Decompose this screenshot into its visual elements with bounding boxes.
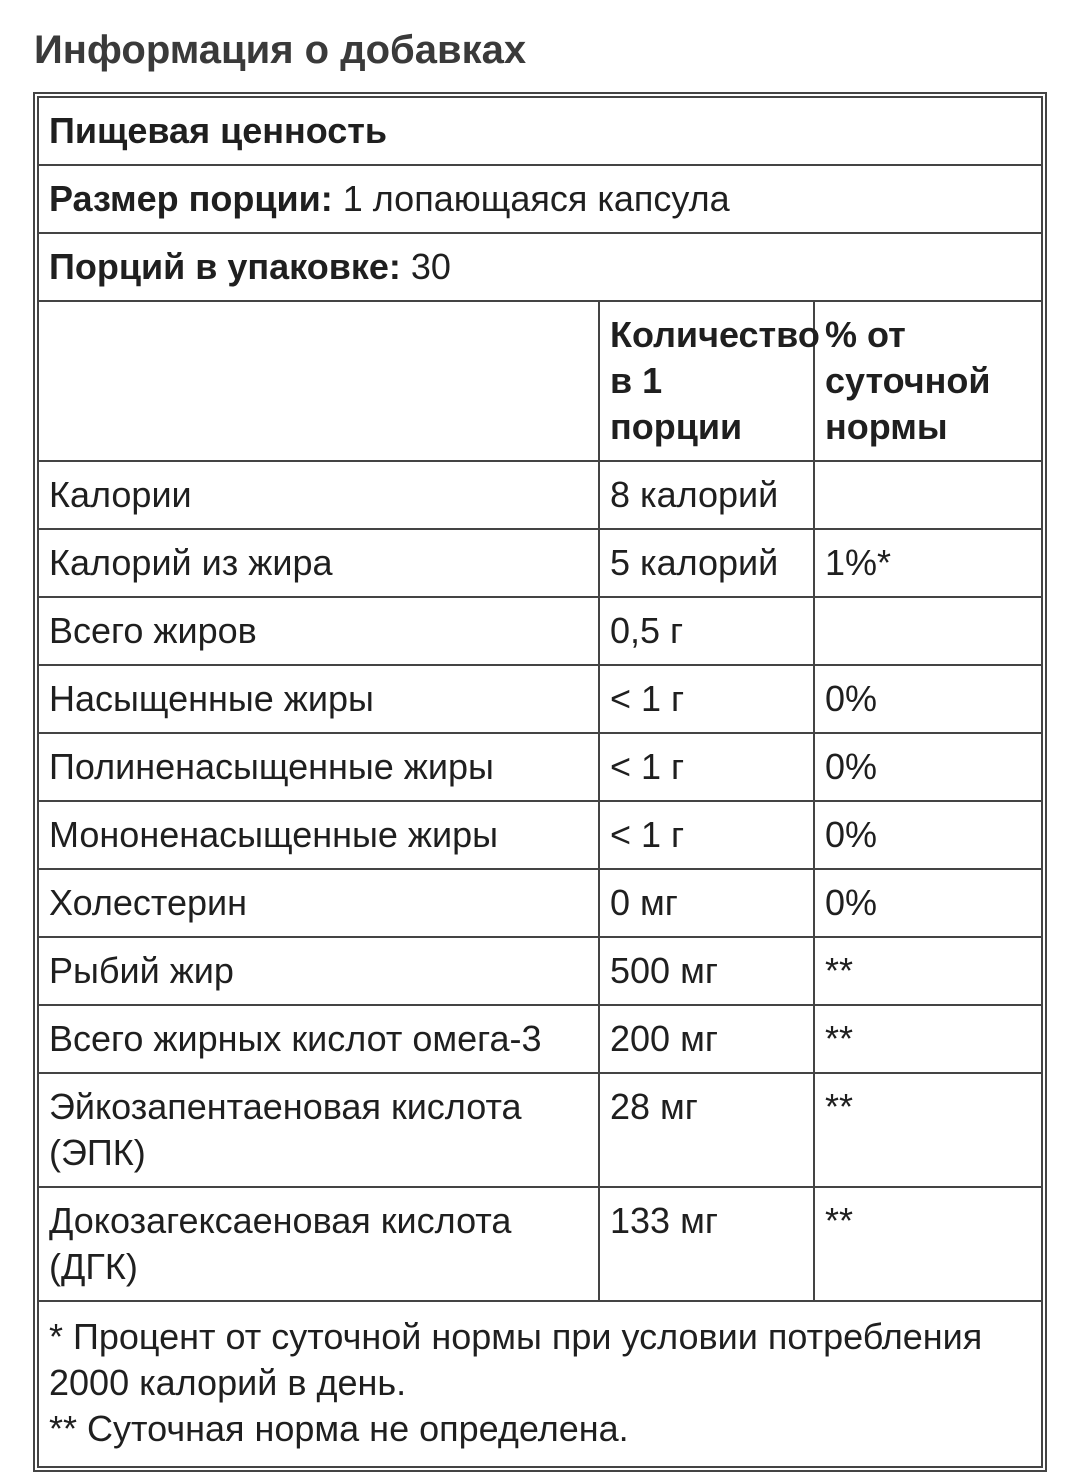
- nutrient-name: Эйкозапентаеновая кислота (ЭПК): [38, 1073, 599, 1187]
- nutrient-daily-value: 1%*: [814, 529, 1042, 597]
- nutrient-daily-value: 0%: [814, 665, 1042, 733]
- nutrient-name: Калории: [38, 461, 599, 529]
- table-row: [38, 733, 1042, 801]
- table-row: [38, 597, 1042, 665]
- table-row: [38, 1005, 1042, 1073]
- nutrient-amount: 0,5 г: [599, 597, 814, 665]
- table-row: [38, 1073, 1042, 1187]
- table-row: [38, 937, 1042, 1005]
- servings-per-container-row: [38, 233, 1042, 301]
- nutrient-daily-value: **: [814, 1187, 1042, 1301]
- nutrient-name: Полиненасыщенные жиры: [38, 733, 599, 801]
- nutrient-daily-value: [814, 597, 1042, 665]
- nutrient-amount: < 1 г: [599, 665, 814, 733]
- nutrient-name: Рыбий жир: [38, 937, 599, 1005]
- column-header-row: [38, 301, 1042, 461]
- nutrient-daily-value: [814, 461, 1042, 529]
- nutrient-amount: 28 мг: [599, 1073, 814, 1187]
- facts-title: Пищевая ценность: [38, 97, 1042, 165]
- serving-size-label: Размер порции:: [49, 178, 333, 219]
- nutrient-daily-value: 0%: [814, 869, 1042, 937]
- footnotes-row: [38, 1301, 1042, 1467]
- header-daily-value: % от суточной нормы: [814, 301, 1042, 461]
- table-row: [38, 1187, 1042, 1301]
- serving-size-value: 1 лопающаяся капсула: [332, 178, 730, 219]
- nutrient-name: Калорий из жира: [38, 529, 599, 597]
- facts-title-row: [38, 97, 1042, 165]
- nutrient-amount: 0 мг: [599, 869, 814, 937]
- nutrient-amount: 500 мг: [599, 937, 814, 1005]
- nutrient-amount: < 1 г: [599, 733, 814, 801]
- nutrient-daily-value: **: [814, 1073, 1042, 1187]
- table-row: [38, 869, 1042, 937]
- servings-per-container-label: Порций в упаковке:: [49, 246, 401, 287]
- table-row: [38, 461, 1042, 529]
- table-row: [38, 801, 1042, 869]
- table-row: [38, 529, 1042, 597]
- nutrient-name: Холестерин: [38, 869, 599, 937]
- nutrient-daily-value: **: [814, 937, 1042, 1005]
- nutrient-amount: 8 калорий: [599, 461, 814, 529]
- nutrient-amount: 200 мг: [599, 1005, 814, 1073]
- supplement-facts-panel: [33, 92, 1047, 1472]
- page-title: Информация о добавках: [34, 28, 527, 72]
- nutrient-amount: 5 калорий: [599, 529, 814, 597]
- supplement-facts-table: [37, 96, 1043, 1468]
- nutrient-daily-value: 0%: [814, 733, 1042, 801]
- nutrient-name: Всего жиров: [38, 597, 599, 665]
- footnote-not-established: ** Суточная норма не определена.: [49, 1408, 629, 1449]
- nutrient-name: Насыщенные жиры: [38, 665, 599, 733]
- nutrient-daily-value: 0%: [814, 801, 1042, 869]
- nutrient-daily-value: **: [814, 1005, 1042, 1073]
- header-amount: Количество в 1 порции: [599, 301, 814, 461]
- footnote-daily-value: * Процент от суточной нормы при условии потребления 2000 калорий в день.: [49, 1316, 983, 1403]
- serving-size-row: [38, 165, 1042, 233]
- footnotes: [38, 1301, 1042, 1467]
- servings-per-container-value: 30: [400, 246, 451, 287]
- table-row: [38, 665, 1042, 733]
- nutrient-amount: < 1 г: [599, 801, 814, 869]
- nutrient-name: Всего жирных кислот омега-3: [38, 1005, 599, 1073]
- nutrient-name: Докозагексаеновая кислота (ДГК): [38, 1187, 599, 1301]
- header-empty-cell: [38, 301, 599, 461]
- nutrient-amount: 133 мг: [599, 1187, 814, 1301]
- nutrient-name: Мононенасыщенные жиры: [38, 801, 599, 869]
